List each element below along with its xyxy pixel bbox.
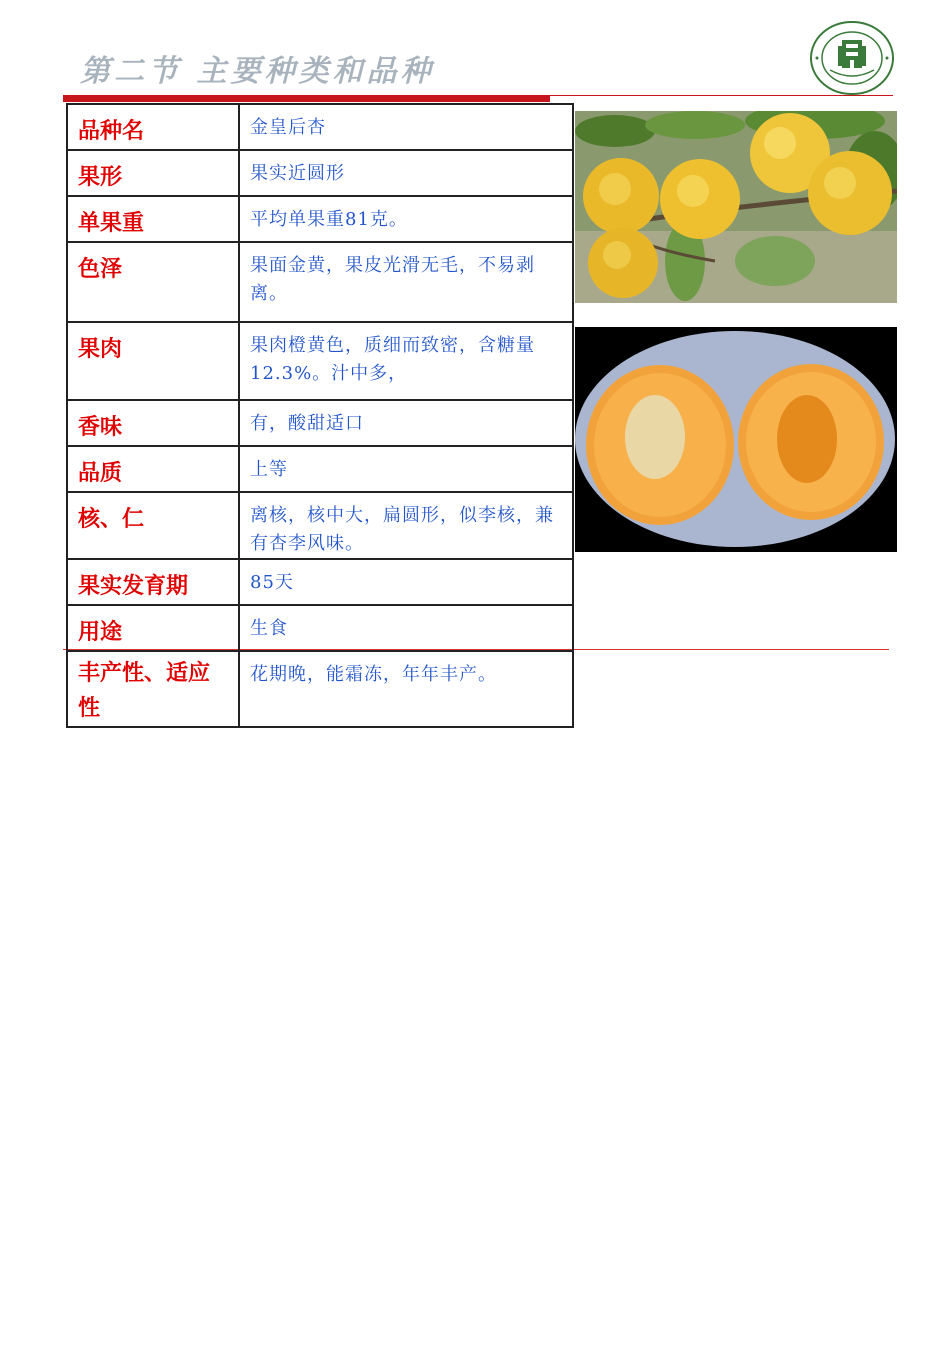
row-label: 用途 — [67, 605, 239, 651]
table-row — [67, 559, 573, 605]
table-row — [67, 605, 573, 651]
table-row — [67, 651, 573, 727]
table-row — [67, 322, 573, 400]
row-label: 果实发育期 — [67, 559, 239, 605]
row-value: 上等 — [239, 446, 573, 492]
row-value: 果肉橙黄色，质细而致密，含糖量12.3%。汁中多， — [239, 322, 573, 400]
row-value: 果实近圆形 — [239, 150, 573, 196]
row-label: 单果重 — [67, 196, 239, 242]
row-value: 花期晚，能霜冻，年年丰产。 — [239, 651, 573, 727]
header-accent-bar — [63, 95, 550, 102]
halved-apricot-photo — [575, 327, 897, 552]
table-row — [67, 446, 573, 492]
row-label: 香味 — [67, 400, 239, 446]
table-row — [67, 492, 573, 559]
page-title: 第二节 主要种类和品种 — [80, 54, 435, 89]
row-value: 有，酸甜适口 — [239, 400, 573, 446]
row-value: 离核，核中大，扁圆形，似李核，兼有杏李风味。 — [239, 492, 573, 559]
row-label: 核、仁 — [67, 492, 239, 559]
table-row — [67, 104, 573, 150]
row-label: 品种名 — [67, 104, 239, 150]
row-value: 生食 — [239, 605, 573, 651]
table-row — [67, 150, 573, 196]
row-value: 金皇后杏 — [239, 104, 573, 150]
row-label: 果肉 — [67, 322, 239, 400]
row-label: 果形 — [67, 150, 239, 196]
variety-info-table — [66, 103, 574, 728]
table-row — [67, 242, 573, 322]
table-row — [67, 400, 573, 446]
table-row — [67, 196, 573, 242]
university-seal-icon — [808, 20, 896, 96]
row-label: 品质 — [67, 446, 239, 492]
row-label: 丰产性、适应性 — [67, 651, 239, 727]
row-value: 平均单果重81克。 — [239, 196, 573, 242]
apricots-on-branch-photo — [575, 111, 897, 303]
row-value: 果面金黄，果皮光滑无毛，不易剥离。 — [239, 242, 573, 322]
row-value: 85天 — [239, 559, 573, 605]
row-label: 色泽 — [67, 242, 239, 322]
